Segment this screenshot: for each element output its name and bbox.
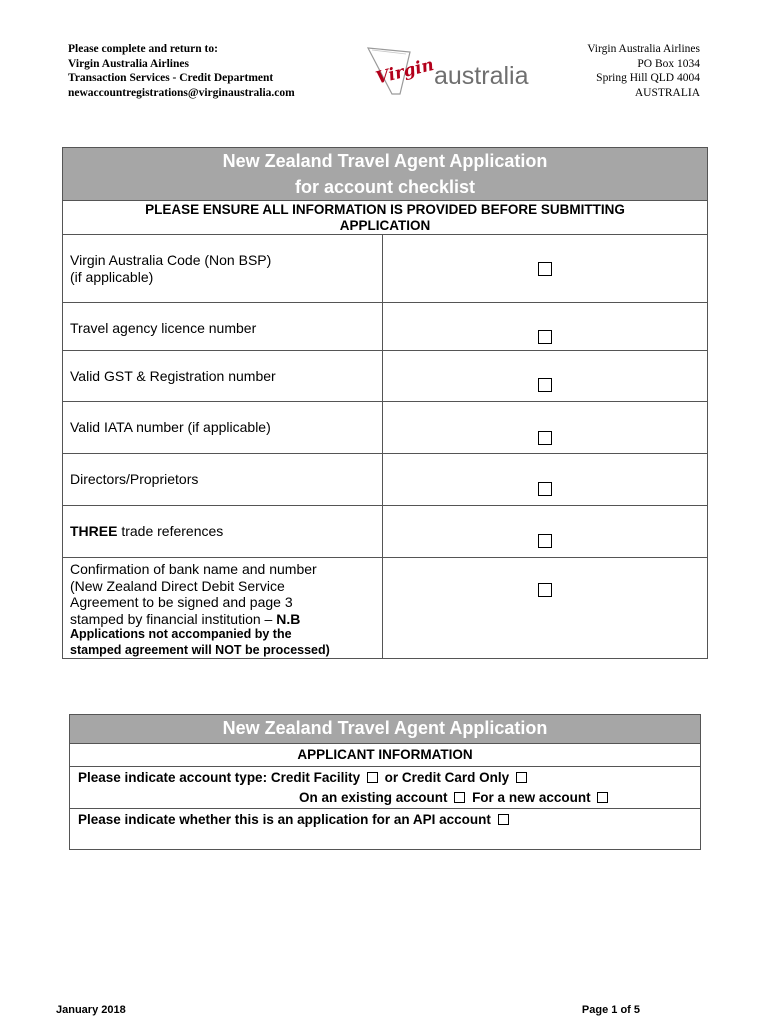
row-label: Valid IATA number (if applicable) [70,419,271,435]
gst-checkbox[interactable] [538,378,552,392]
row-warning: Applications not accompanied by the [70,627,292,641]
applicant-subtitle: APPLICANT INFORMATION [70,744,700,767]
return-address-block [68,42,295,100]
airline-address-block [587,42,700,100]
api-block [70,809,700,849]
existing-account-label: On an existing account [299,790,448,805]
checklist-row-va-code [63,235,707,303]
checklist-table [62,147,708,659]
account-status-line [70,788,700,808]
account-type-line [70,768,700,788]
api-account-checkbox[interactable] [498,814,509,825]
return-line: Virgin Australia Airlines [68,57,189,70]
credit-card-label: or Credit Card Only [384,770,510,785]
logo-script: Virgin [373,54,436,89]
checklist-row-licence [63,303,707,351]
return-email: newaccountregistrations@virginaustralia.com [68,86,295,99]
applicant-table [69,714,701,850]
applicant-title: New Zealand Travel Agent Application [70,715,700,744]
licence-checkbox[interactable] [538,330,552,344]
va-code-checkbox[interactable] [538,262,552,276]
row-label-emphasis: N.B [276,610,301,627]
checklist-title-line: for account checklist [294,177,476,197]
return-line: Please complete and return to: [68,43,218,55]
address-line: PO Box 1034 [637,57,700,70]
references-checkbox[interactable] [538,534,552,548]
directors-checkbox[interactable] [538,482,552,496]
logo-word: australia [434,62,529,90]
checklist-title-line: New Zealand Travel Agent Application [222,151,548,171]
row-label: Travel agency licence number [70,320,257,336]
notice-line: APPLICATION [339,218,431,233]
iata-checkbox[interactable] [538,431,552,445]
address-line: AUSTRALIA [634,86,700,99]
checklist-row-bank [63,558,707,658]
api-line [70,810,700,830]
checklist-notice [63,201,707,235]
return-line: Transaction Services - Credit Department [68,72,274,84]
existing-account-checkbox[interactable] [454,792,465,803]
row-label [70,523,376,540]
new-account-checkbox[interactable] [597,792,608,803]
credit-facility-checkbox[interactable] [367,772,378,783]
row-label: Valid GST & Registration number [70,368,276,384]
new-account-label: For a new account [472,790,591,805]
checklist-row-references [63,506,707,558]
checklist-title [63,148,707,201]
row-warning: stamped agreement will NOT be processed) [70,642,330,657]
bank-checkbox[interactable] [538,583,552,597]
checklist-row-directors [63,454,707,506]
notice-line: PLEASE ENSURE ALL INFORMATION IS PROVIDED BEFORE SUBMITTING [145,202,625,217]
checklist-row-iata [63,402,707,454]
row-label-rest: trade references [117,523,224,539]
account-type-prefix: Please indicate account type: Credit Facility [78,770,361,785]
credit-card-checkbox[interactable] [516,772,527,783]
account-type-block [70,767,700,809]
footer-page-number: Page 1 of 5 [581,1004,640,1016]
virgin-australia-logo [362,40,532,98]
footer-date: January 2018 [56,1004,126,1016]
row-label-part: stamped by financial institution – [70,610,277,627]
address-line: Virgin Australia Airlines [587,43,700,55]
row-label: Agreement to be signed and page 3 [70,594,293,610]
row-label-emphasis: THREE [70,523,118,539]
api-question: Please indicate whether this is an application for an API account [78,812,491,827]
row-label: Virgin Australia Code (Non BSP) [70,252,272,268]
row-label [70,611,376,628]
row-label: (if applicable) [70,268,154,285]
row-label: Directors/Proprietors [70,471,199,487]
row-label: (New Zealand Direct Debit Service [70,577,285,594]
row-label: Confirmation of bank name and number [70,561,317,577]
address-line: Spring Hill QLD 4004 [596,72,700,84]
checklist-row-gst [63,351,707,402]
